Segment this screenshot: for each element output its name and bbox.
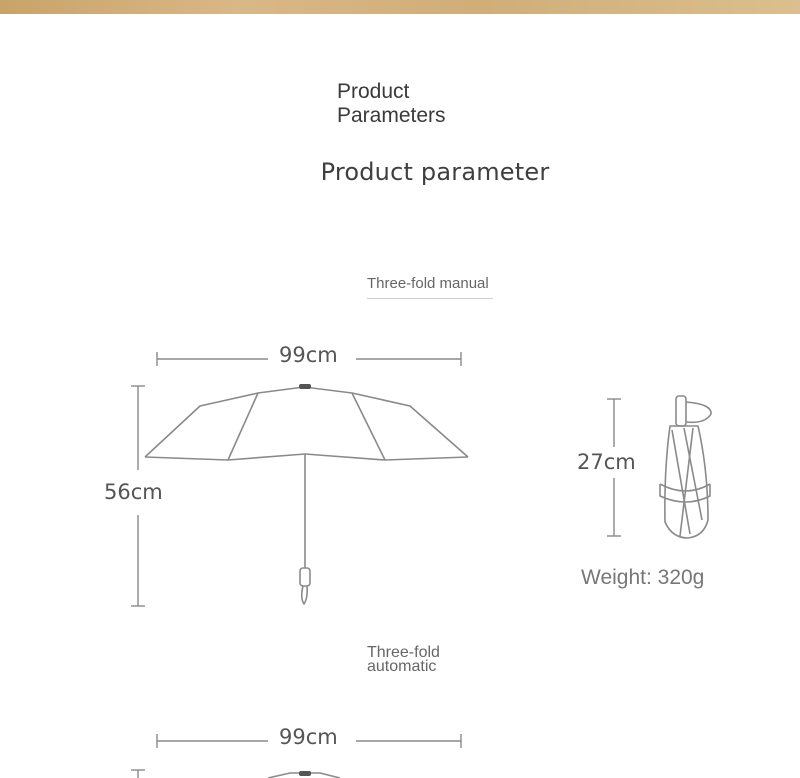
weight-label: Weight: 320g — [581, 566, 705, 589]
three-fold-automatic-label-text: Three-fold automatic — [367, 644, 440, 675]
page-title: Product parameter — [320, 158, 550, 186]
three-fold-automatic-label — [367, 646, 487, 674]
height-label: 56cm — [104, 480, 163, 504]
width-label: 99cm — [279, 343, 338, 367]
folded-length-label: 27cm — [577, 450, 636, 474]
three-fold-manual-label: Three-fold manual — [367, 275, 489, 292]
umbrella-top-cap — [299, 384, 311, 389]
section-heading-text: Product Parameters — [337, 80, 446, 127]
auto-width-label: 99cm — [279, 725, 338, 749]
folded-umbrella-icon — [660, 396, 711, 538]
open-umbrella-icon — [145, 387, 468, 604]
auto-umbrella-top-cap — [299, 771, 311, 776]
